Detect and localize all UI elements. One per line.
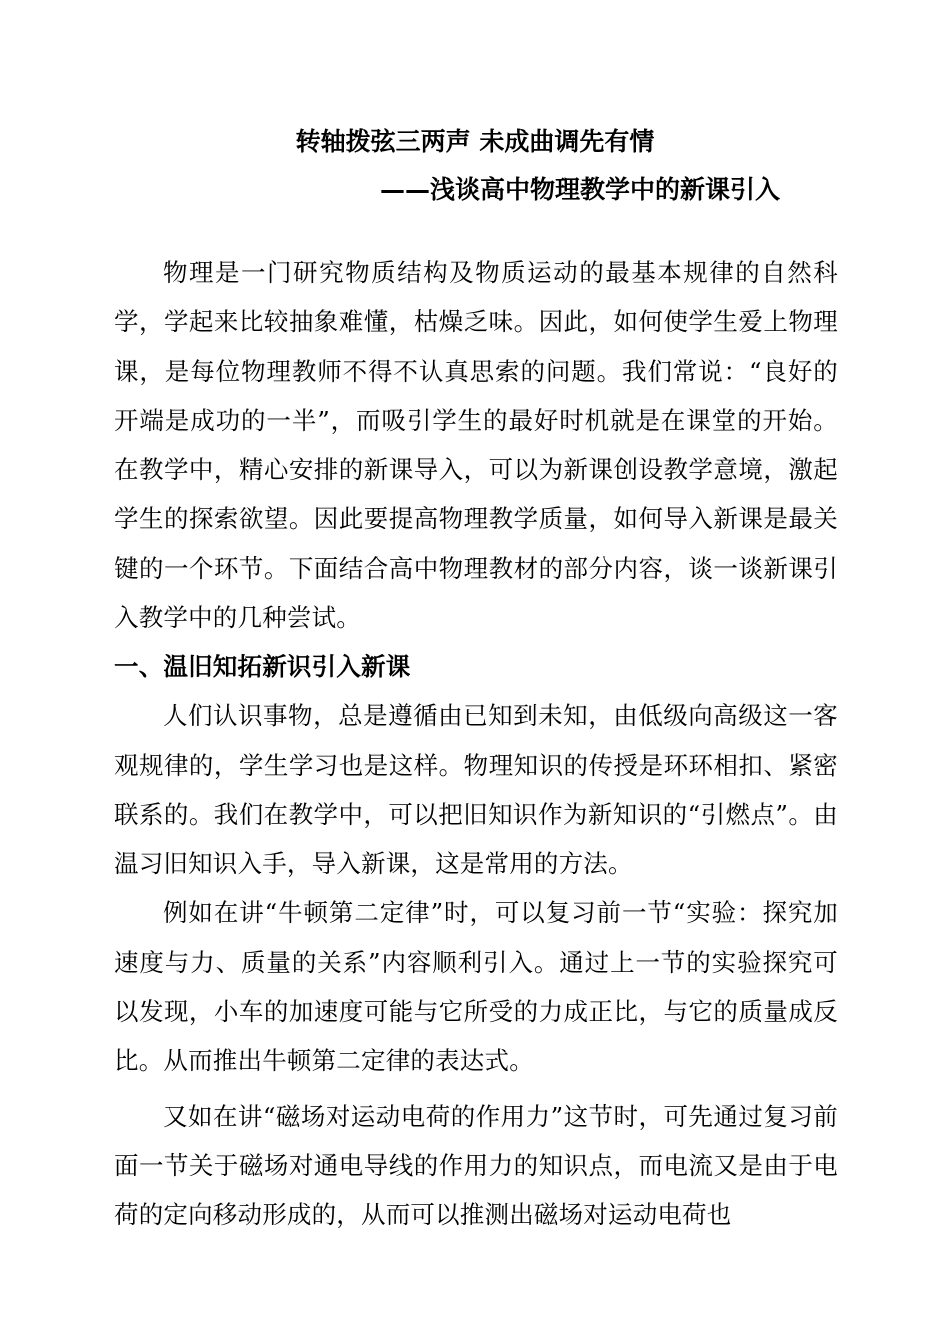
section-1-heading: 一、温旧知拓新识引入新课: [114, 652, 411, 681]
section-1-paragraph: 人们认识事物，总是遵循由已知到未知，由低级向高级这一客观规律的，学生学习也是这样。物理知识的传授是环环相扣、紧密联系的。我们在教学中，可以把旧知识作为新知识的“引燃点”。由温习旧知识入手，导入新课，这是常用的方法。: [114, 701, 838, 879]
section-1: [114, 642, 838, 1240]
document-title: 转轴拨弦三两声 未成曲调先有情: [295, 127, 655, 156]
document-subtitle: ——浅谈高中物理教学中的新课引入: [379, 175, 780, 204]
intro-paragraph: 物理是一门研究物质结构及物质运动的最基本规律的自然科学，学起来比较抽象难懂，枯燥乏味。因此，如何使学生爱上物理课，是每位物理教师不得不认真思索的问题。我们常说：“良好的开端是成功的一半”，而吸引学生的最好时机就是在课堂的开始。在教学中，精心安排的新课导入，可以为新课创设教学意境，激起学生的探索欲望。因此要提高物理教学质量，如何导入新课是最关键的一个环节。下面结合高中物理教材的部分内容，谈一谈新课引入教学中的几种尝试。: [114, 258, 838, 633]
section-1-paragraph: 又如在讲“磁场对运动电荷的作用力”这节时，可先通过复习前面一节关于磁场对通电导线的作用力的知识点，而电流又是由于电荷的定向移动形成的，从而可以推测出磁场对运动电荷也: [114, 1101, 838, 1230]
section-1-paragraph: 例如在讲“牛顿第二定律”时，可以复习前一节“实验：探究加速度与力、质量的关系”内容顺利引入。通过上一节的实验探究可以发现，小车的加速度可能与它所受的力成正比，与它的质量成反比。从而推出牛顿第二定律的表达式。: [114, 898, 838, 1076]
intro-section: [114, 248, 838, 642]
